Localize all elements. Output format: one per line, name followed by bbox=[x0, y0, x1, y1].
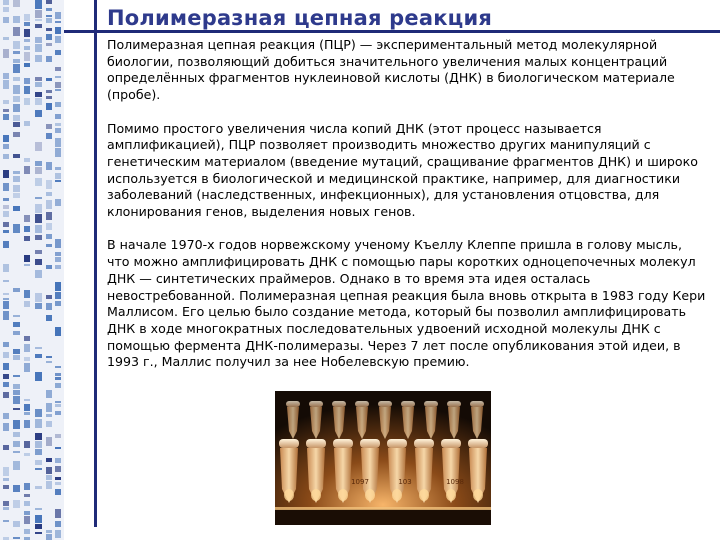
gel-band bbox=[46, 0, 52, 4]
gel-band bbox=[35, 161, 42, 166]
gel-band bbox=[46, 34, 52, 40]
gel-band bbox=[35, 142, 42, 151]
gel-band bbox=[13, 322, 20, 327]
gel-band bbox=[35, 347, 42, 349]
pcr-tubes-graphic bbox=[275, 391, 491, 525]
gel-band bbox=[35, 433, 42, 440]
gel-band bbox=[55, 292, 61, 299]
gel-band bbox=[24, 63, 30, 67]
gel-band bbox=[55, 252, 61, 256]
gel-band bbox=[24, 98, 30, 105]
gel-band bbox=[55, 148, 61, 157]
gel-band bbox=[46, 192, 52, 196]
gel-band bbox=[13, 315, 20, 317]
gel-band bbox=[35, 460, 42, 465]
gel-band bbox=[3, 222, 9, 227]
gel-band bbox=[35, 55, 42, 62]
gel-band bbox=[35, 441, 42, 448]
gel-band bbox=[3, 374, 9, 379]
gel-band bbox=[46, 437, 52, 446]
gel-band bbox=[55, 12, 61, 19]
gel-band bbox=[35, 508, 42, 510]
gel-band bbox=[13, 451, 20, 453]
gel-band bbox=[35, 10, 42, 18]
gel-band bbox=[46, 315, 52, 321]
gel-band bbox=[35, 0, 42, 9]
paragraph-definition: Полимеразная цепная реакция (ПЦР) — экспериментальный метод молекулярной биологии, позволяющий добиться значительного увеличения малых концентраций определённых фрагментов нуклеиновой кислоты (ДНК) в биологическом материале (пробе). bbox=[107, 37, 675, 103]
gel-band bbox=[46, 361, 52, 363]
gel-band bbox=[46, 78, 52, 81]
gel-band bbox=[13, 16, 20, 23]
gel-band bbox=[55, 138, 61, 147]
gel-band bbox=[24, 22, 30, 26]
gel-band bbox=[24, 441, 30, 448]
gel-band bbox=[55, 257, 61, 262]
gel-band bbox=[3, 363, 9, 370]
gel-band bbox=[46, 133, 52, 139]
gel-band bbox=[55, 82, 61, 88]
gel-band bbox=[35, 37, 42, 43]
gel-band bbox=[24, 483, 30, 490]
gel-band bbox=[24, 78, 30, 84]
gel-band bbox=[46, 534, 52, 540]
gel-band bbox=[24, 39, 30, 42]
gel-band bbox=[46, 530, 52, 533]
gel-band bbox=[24, 363, 30, 372]
gel-band bbox=[24, 453, 30, 456]
gel-band bbox=[46, 421, 52, 427]
gel-band bbox=[24, 357, 30, 361]
gel-band bbox=[3, 382, 9, 387]
tube-label: 1097 bbox=[351, 478, 369, 486]
gel-band bbox=[46, 18, 52, 23]
gel-band bbox=[35, 77, 42, 81]
gel-band bbox=[13, 396, 20, 404]
gel-band bbox=[13, 349, 20, 354]
gel-band bbox=[55, 383, 61, 388]
gel-band bbox=[46, 223, 52, 230]
gel-band bbox=[46, 200, 52, 209]
gel-band bbox=[24, 264, 30, 266]
gel-band bbox=[3, 109, 9, 112]
gel-band bbox=[3, 17, 9, 23]
gel-band bbox=[3, 170, 9, 178]
gel-band bbox=[55, 489, 61, 495]
gel-band bbox=[13, 64, 20, 73]
gel-band bbox=[46, 96, 52, 99]
gel-band bbox=[3, 423, 9, 431]
gel-band bbox=[46, 180, 52, 189]
gel-band bbox=[35, 532, 42, 534]
gel-band bbox=[55, 401, 61, 403]
gel-band bbox=[55, 458, 61, 463]
gel-band bbox=[35, 19, 42, 21]
gel-band bbox=[55, 521, 61, 527]
body-text bbox=[107, 37, 707, 388]
gel-band bbox=[3, 501, 9, 506]
gel-band bbox=[13, 537, 20, 539]
gel-band bbox=[13, 441, 20, 447]
gel-band bbox=[46, 295, 52, 299]
gel-band bbox=[3, 507, 9, 510]
gel-band bbox=[13, 408, 20, 410]
gel-band bbox=[24, 301, 30, 307]
gel-band bbox=[3, 205, 9, 209]
gel-band bbox=[24, 46, 30, 50]
gel-band bbox=[3, 241, 9, 248]
gel-band bbox=[35, 524, 42, 529]
gel-band bbox=[24, 52, 30, 61]
gel-band bbox=[24, 404, 30, 411]
gel-band bbox=[3, 293, 9, 295]
gel-band bbox=[46, 467, 52, 474]
gel-band bbox=[55, 482, 61, 485]
gel-band bbox=[13, 176, 20, 182]
gel-band bbox=[13, 132, 20, 137]
gel-band bbox=[35, 250, 42, 254]
gel-band bbox=[24, 501, 30, 506]
gel-band bbox=[46, 212, 52, 220]
gel-band bbox=[55, 477, 61, 480]
gel-band bbox=[24, 516, 30, 524]
gel-band bbox=[55, 167, 61, 170]
gel-band bbox=[13, 96, 20, 102]
gel-band bbox=[3, 478, 9, 481]
gel-band bbox=[35, 486, 42, 489]
gel-band bbox=[13, 224, 20, 233]
gel-band bbox=[3, 264, 9, 272]
gel-band bbox=[55, 239, 61, 248]
gel-band bbox=[3, 520, 9, 522]
gel-band bbox=[46, 90, 52, 93]
gel-band bbox=[46, 8, 52, 11]
gel-band bbox=[46, 475, 52, 480]
gel-band bbox=[24, 336, 30, 341]
gel-band bbox=[3, 298, 9, 300]
gel-band bbox=[46, 15, 52, 17]
gel-band bbox=[24, 86, 30, 94]
dna-gel-strip-graphic bbox=[0, 0, 64, 540]
gel-band bbox=[24, 215, 30, 222]
gel-band bbox=[46, 265, 52, 269]
gel-band bbox=[24, 14, 30, 21]
gel-band bbox=[55, 404, 61, 407]
gel-band bbox=[35, 214, 42, 223]
gel-band bbox=[35, 235, 42, 240]
gel-band bbox=[24, 511, 30, 515]
gel-band bbox=[13, 420, 20, 429]
gel-band bbox=[35, 270, 42, 278]
gel-band bbox=[3, 37, 9, 40]
gel-band bbox=[13, 461, 20, 470]
gel-band bbox=[3, 311, 9, 320]
gel-band bbox=[46, 458, 52, 462]
gel-band bbox=[55, 301, 61, 306]
gel-band bbox=[13, 41, 20, 49]
gel-band bbox=[55, 411, 61, 415]
gel-band bbox=[24, 290, 30, 298]
gel-band bbox=[13, 375, 20, 377]
gel-band bbox=[55, 199, 61, 206]
gel-band bbox=[3, 467, 9, 476]
gel-band bbox=[13, 206, 20, 211]
gel-band bbox=[46, 103, 52, 110]
gel-band bbox=[3, 280, 9, 282]
gel-band bbox=[35, 167, 42, 174]
gel-band bbox=[24, 420, 30, 428]
gel-band bbox=[55, 67, 61, 71]
gel-band bbox=[55, 366, 61, 368]
gel-band bbox=[35, 409, 42, 417]
gel-band bbox=[3, 485, 9, 489]
gel-band bbox=[3, 352, 9, 358]
gel-band bbox=[3, 73, 9, 79]
gel-band bbox=[55, 123, 61, 126]
dna-gel-strip-image bbox=[0, 0, 64, 540]
gel-band bbox=[55, 466, 61, 472]
gel-band bbox=[13, 355, 20, 360]
gel-band bbox=[55, 530, 61, 538]
gel-band bbox=[13, 171, 20, 174]
gel-band bbox=[55, 36, 61, 43]
gel-band bbox=[46, 244, 52, 247]
page-title: Полимеразная цепная реакция bbox=[107, 6, 493, 30]
gel-band bbox=[46, 28, 52, 31]
paragraph-history: В начале 1970-х годов норвежскому ученому Къеллу Клеппе пришла в голову мысль, что можно амплифицировать ДНК с помощью пары коротких одноцепочечных молекул ДНК — синтетических праймеров. Однако в то время эта идея осталась невостребованной. Полимеразная цепная реакция была вновь открыта в 1983 году Кери Маллисом. Его целью было создание метода, который бы позволил амплифицировать ДНК в ходе многократных последовательных удвоений исходной молекулы ДНК с помощью фермента ДНК-полимеразы. Через 7 лет после опубликования этой идеи, в 1993 г., Маллис получил за нее Нобелевскую премию. bbox=[107, 237, 706, 370]
gel-band bbox=[35, 24, 42, 28]
gel-band bbox=[46, 403, 52, 412]
gel-band bbox=[3, 80, 9, 89]
gel-band bbox=[55, 21, 61, 23]
gel-band bbox=[55, 327, 61, 336]
gel-band bbox=[55, 434, 61, 438]
gel-band bbox=[46, 303, 52, 310]
gel-band bbox=[3, 413, 9, 419]
pcr-tubes-photo bbox=[275, 391, 491, 525]
gel-band bbox=[13, 384, 20, 389]
gel-band bbox=[13, 390, 20, 395]
gel-band bbox=[35, 372, 42, 381]
gel-band bbox=[55, 76, 61, 78]
gel-band bbox=[13, 115, 20, 121]
gel-band bbox=[55, 282, 61, 291]
gel-band bbox=[13, 331, 20, 335]
gel-band bbox=[3, 342, 9, 347]
gel-band bbox=[3, 7, 9, 12]
gel-band bbox=[55, 50, 61, 55]
gel-band bbox=[55, 447, 61, 449]
gel-band bbox=[13, 122, 20, 127]
gel-band bbox=[35, 515, 42, 523]
gel-band bbox=[3, 198, 9, 201]
gel-band bbox=[55, 377, 61, 380]
gel-band bbox=[46, 124, 52, 129]
gel-band bbox=[24, 236, 30, 241]
gel-band bbox=[55, 89, 61, 91]
gel-band bbox=[35, 419, 42, 428]
gel-band bbox=[24, 158, 30, 162]
gel-band bbox=[3, 100, 9, 104]
gel-band bbox=[13, 521, 20, 527]
gel-band bbox=[55, 102, 61, 107]
gel-band bbox=[24, 255, 30, 262]
gel-band bbox=[24, 494, 30, 497]
gel-band bbox=[13, 288, 20, 292]
gel-band bbox=[13, 51, 20, 54]
gel-band bbox=[35, 449, 42, 455]
gel-band bbox=[55, 27, 61, 34]
gel-band bbox=[35, 204, 42, 213]
gel-band bbox=[46, 414, 52, 417]
gel-band bbox=[3, 183, 9, 191]
gel-band bbox=[55, 509, 61, 518]
gel-band bbox=[24, 166, 30, 174]
gel-band bbox=[55, 180, 61, 182]
tube-label: 1098 bbox=[446, 478, 464, 486]
gel-band bbox=[55, 128, 61, 133]
gel-band bbox=[3, 144, 9, 149]
gel-band bbox=[55, 114, 61, 119]
vertical-divider bbox=[94, 0, 97, 527]
gel-band bbox=[3, 445, 9, 450]
gel-band bbox=[55, 265, 61, 269]
gel-band bbox=[13, 59, 20, 63]
gel-band bbox=[46, 234, 52, 239]
gel-band bbox=[3, 154, 9, 159]
gel-band bbox=[24, 412, 30, 415]
gel-band bbox=[35, 293, 42, 302]
gel-band bbox=[35, 178, 42, 186]
gel-band bbox=[35, 92, 42, 97]
gel-band bbox=[46, 56, 52, 62]
gel-band bbox=[13, 85, 20, 94]
gel-band bbox=[46, 390, 52, 398]
gel-band bbox=[24, 121, 30, 126]
gel-band bbox=[13, 485, 20, 492]
gel-band bbox=[24, 529, 30, 534]
gel-band bbox=[24, 29, 30, 37]
gel-band bbox=[13, 154, 20, 158]
gel-band bbox=[35, 44, 42, 52]
gel-band bbox=[24, 344, 30, 352]
gel-band bbox=[46, 356, 52, 358]
gel-band bbox=[13, 432, 20, 437]
gel-band bbox=[35, 259, 42, 265]
gel-band bbox=[24, 226, 30, 232]
gel-band bbox=[35, 98, 42, 105]
gel-band bbox=[35, 82, 42, 87]
gel-band bbox=[35, 303, 42, 309]
gel-band bbox=[13, 27, 20, 36]
gel-band bbox=[3, 230, 9, 233]
gel-band bbox=[35, 354, 42, 358]
title-underline bbox=[64, 30, 720, 33]
gel-band bbox=[13, 104, 20, 112]
paragraph-applications: Помимо простого увеличения числа копий ДНК (этот процесс называется амплификацией), ПЦР позволяет производить множество других манипуляций с генетическим материалом (введение мутаций, сращивание фрагментов ДНК) и широко используется в биологической и медицинской практике, например, для диагностики заболеваний (наследственных, инфекционных), для установления отцовства, для клонирования генов, выделения новых генов. bbox=[107, 120, 698, 220]
gel-band bbox=[24, 399, 30, 401]
gel-band bbox=[3, 114, 9, 120]
tube-label: 103 bbox=[398, 478, 412, 486]
gel-band bbox=[3, 211, 9, 217]
gel-band bbox=[3, 301, 9, 309]
gel-band bbox=[3, 0, 9, 5]
gel-band bbox=[3, 49, 9, 58]
gel-band bbox=[46, 481, 52, 489]
gel-band bbox=[13, 500, 20, 508]
gel-band bbox=[3, 135, 9, 142]
gel-band bbox=[3, 392, 9, 398]
gel-band bbox=[46, 162, 52, 170]
gel-band bbox=[55, 373, 61, 376]
gel-band bbox=[13, 77, 20, 81]
gel-band bbox=[13, 0, 20, 7]
gel-band bbox=[46, 43, 52, 46]
gel-band bbox=[35, 110, 42, 117]
gel-band bbox=[13, 193, 20, 198]
gel-band bbox=[35, 225, 42, 233]
gel-band bbox=[35, 197, 42, 199]
gel-band bbox=[55, 173, 61, 179]
gel-band bbox=[35, 468, 42, 470]
gel-band bbox=[13, 185, 20, 192]
